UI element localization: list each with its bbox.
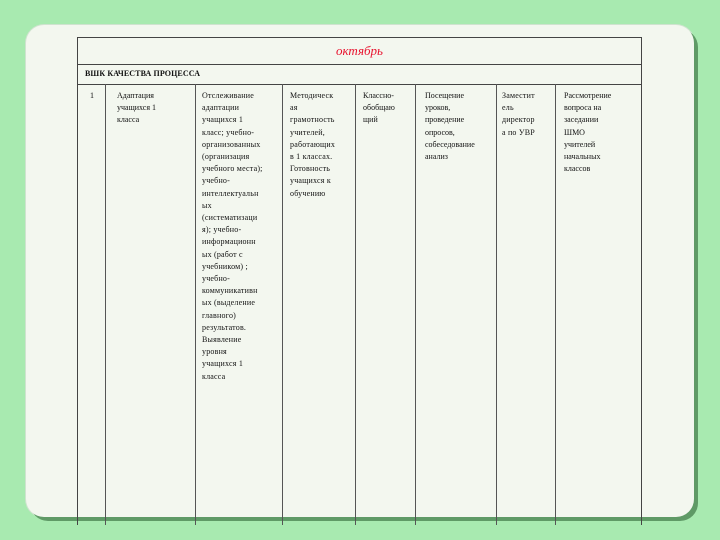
control-plan-table: [77, 37, 642, 525]
row-number: 1: [90, 91, 94, 100]
month-header-row: [78, 38, 641, 65]
column-divider: [415, 84, 416, 525]
column-divider: [555, 84, 556, 525]
section-title: ВШК КАЧЕСТВА ПРОЦЕССА: [85, 69, 201, 78]
cell-topic: Адаптация учащихся 1 класса: [117, 91, 157, 125]
column-divider: [282, 84, 283, 525]
column-divider: [195, 84, 196, 525]
cell-methods: Посещение уроков, проведение опросов, собеседование анализ: [425, 91, 475, 162]
cell-control-type: Классно- обобщаю щий: [363, 91, 395, 125]
column-divider: [496, 84, 497, 525]
month-title: октябрь: [336, 43, 383, 58]
cell-responsible: Заместит ель директор а по УВР: [502, 91, 535, 137]
column-divider: [105, 84, 106, 525]
column-divider: [355, 84, 356, 525]
section-header-row: [78, 64, 641, 85]
cell-result: Рассмотрение вопроса на заседании ШМО учителей начальных классов: [564, 91, 612, 174]
cell-content: Отслеживание адаптации учащихся 1 класс; учебно- организованных (организация учебного места); учебно- интеллектуальн ых (систематизаци я); учебно- информационн ых (работ с учебником) ; учебно- коммуникативн ых (выделение главного) результатов. Выявление уровня учащихся 1 класса: [202, 91, 263, 381]
cell-aspect: Методическ ая грамотность учителей, работающих в 1 классах. Готовность учащихся к обучению: [290, 91, 336, 198]
